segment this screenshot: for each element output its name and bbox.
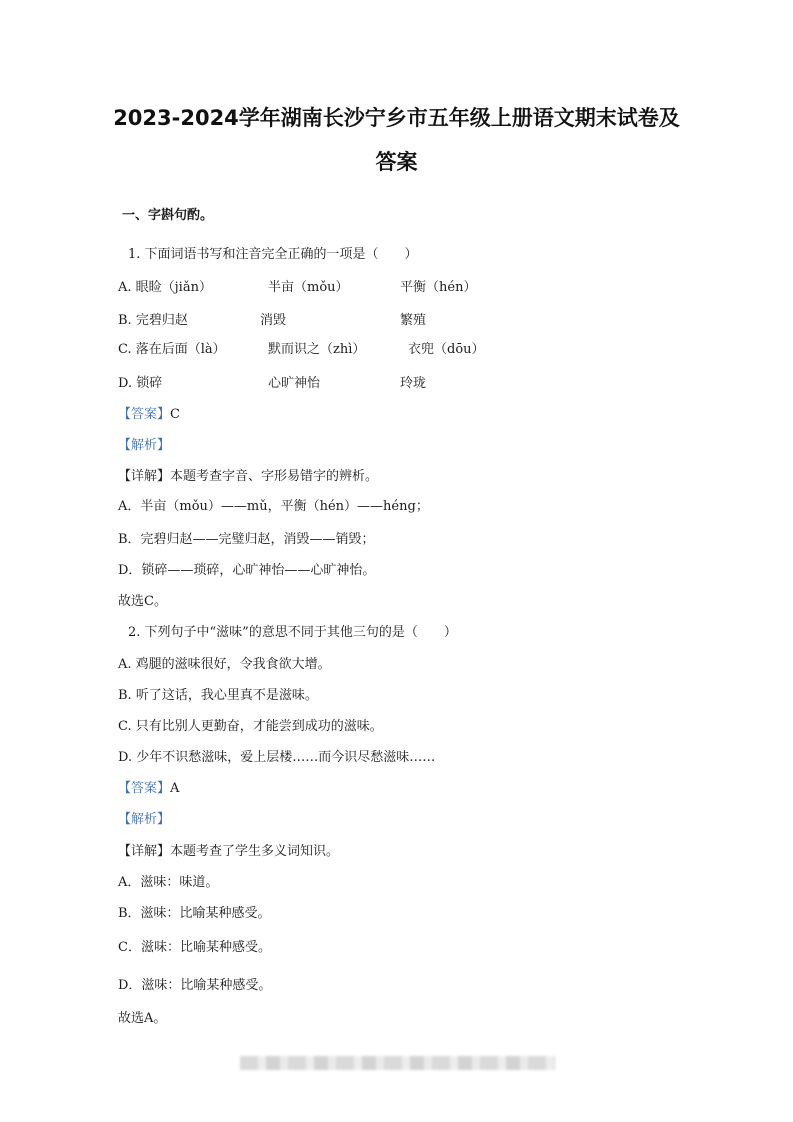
q1-option-c-col3: 衣兜（dōu） [408,342,485,357]
page-title: 2023-2024学年湖南长沙宁乡市五年级上册语文期末试卷及 [113,106,680,130]
q1-option-d-col2: 心旷神怡 [268,376,321,391]
q2-option-d: D. 少年不识愁滋味，爱上层楼……而今识尽愁滋味…… [118,750,436,765]
q1-note-b: B．完碧归赵——完璧归赵，消毁——销毁； [118,532,375,547]
q1-option-d-col1: D. 锁碎 [118,376,163,391]
section-heading: 一、字斟句酌。 [122,208,214,223]
q1-note-a: A．半亩（mǒu）——mǔ，平衡（hén）——héng； [118,499,429,514]
q1-option-c-col1: C. 落在后面（là） [118,342,226,357]
answer-tag: 【答案】 [118,781,171,796]
q2-note-d: D．滋味：比喻某种感受。 [118,978,272,993]
q1-analysis-tag: 【解析】 [118,438,171,453]
q1-option-a-col1: A. 眼睑（jiǎn） [118,280,212,295]
answer-value: C [170,407,180,422]
page-title-line2: 答案 [375,150,418,174]
answer-value: A [170,781,180,796]
q2-note-a: A．滋味：味道。 [118,875,219,890]
q1-conclusion: 故选C。 [118,594,167,609]
q1-option-b-col2: 消毁 [260,313,287,328]
detail-text: 本题考查字音、字形易错字的辨析。 [170,469,379,484]
q2-option-a: A. 鸡腿的滋味很好，令我食欲大增。 [118,657,331,672]
q2-answer [118,780,179,798]
q1-option-c-col2: 默而识之（zhì） [268,342,366,357]
q2-option-c: C. 只有比别人更勤奋，才能尝到成功的滋味。 [118,719,383,734]
detail-text: 本题考查了学生多义词知识。 [170,844,340,859]
q2-option-b: B. 听了这话，我心里真不是滋味。 [118,688,318,703]
q1-option-d-col3: 玲珑 [400,376,427,391]
detail-tag: 【详解】 [118,844,171,859]
q2-conclusion: 故选A。 [118,1011,167,1026]
q1-option-b-col1: B. 完碧归赵 [118,313,188,328]
q1-option-a-col3: 平衡（hén） [400,280,477,295]
blurred-footer-watermark [240,1056,555,1070]
q2-note-c: C．滋味：比喻某种感受。 [118,940,271,955]
answer-tag: 【答案】 [118,407,171,422]
q2-note-b: B．滋味：比喻某种感受。 [118,906,271,921]
question-1-stem: 1. 下面词语书写和注音完全正确的一项是（ ） [128,247,418,262]
q1-answer [118,406,180,424]
detail-tag: 【详解】 [118,469,171,484]
q1-note-d: D．锁碎——琐碎，心旷神怡——心旷神怡。 [118,563,376,578]
q2-detail [118,843,339,861]
q1-option-b-col3: 繁殖 [400,313,427,328]
q1-detail [118,468,378,486]
q1-option-a-col2: 半亩（mǒu） [268,280,349,295]
question-2-stem: 2. 下列句子中“滋味”的意思不同于其他三句的是（ ） [128,625,457,640]
q2-analysis-tag: 【解析】 [118,812,171,827]
